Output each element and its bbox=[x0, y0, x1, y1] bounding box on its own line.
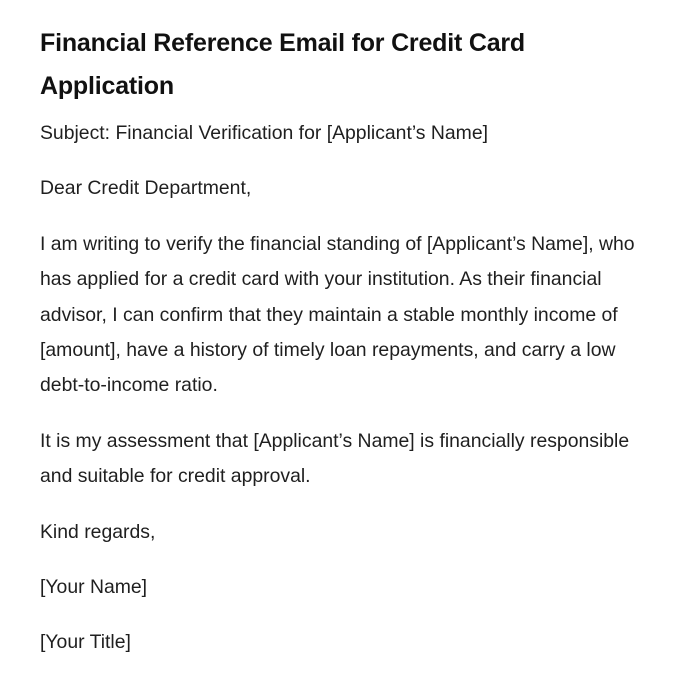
document bbox=[40, 22, 640, 661]
email-salutation: Dear Credit Department, bbox=[40, 177, 252, 200]
signature-title: [Your Title] bbox=[40, 631, 131, 654]
email-closing: Kind regards, bbox=[40, 520, 156, 543]
signature-name: [Your Name] bbox=[40, 576, 148, 599]
email-body-paragraph: It is my assessment that [Applicant’s Name] is financially responsible and suitable for credit approval. bbox=[40, 429, 630, 488]
email-subject: Subject: Financial Verification for [Applicant’s Name] bbox=[40, 122, 489, 144]
email-body-paragraph: I am writing to verify the financial standing of [Applicant’s Name], who has applied for a credit card with your institution. As their financial advisor, I can confirm that they maintain a stable monthly income of [amount], have a history of timely loan repayments, and carry a low debt-to-income ratio. bbox=[40, 232, 635, 397]
document-title: Financial Reference Email for Credit Card Application bbox=[40, 29, 526, 100]
